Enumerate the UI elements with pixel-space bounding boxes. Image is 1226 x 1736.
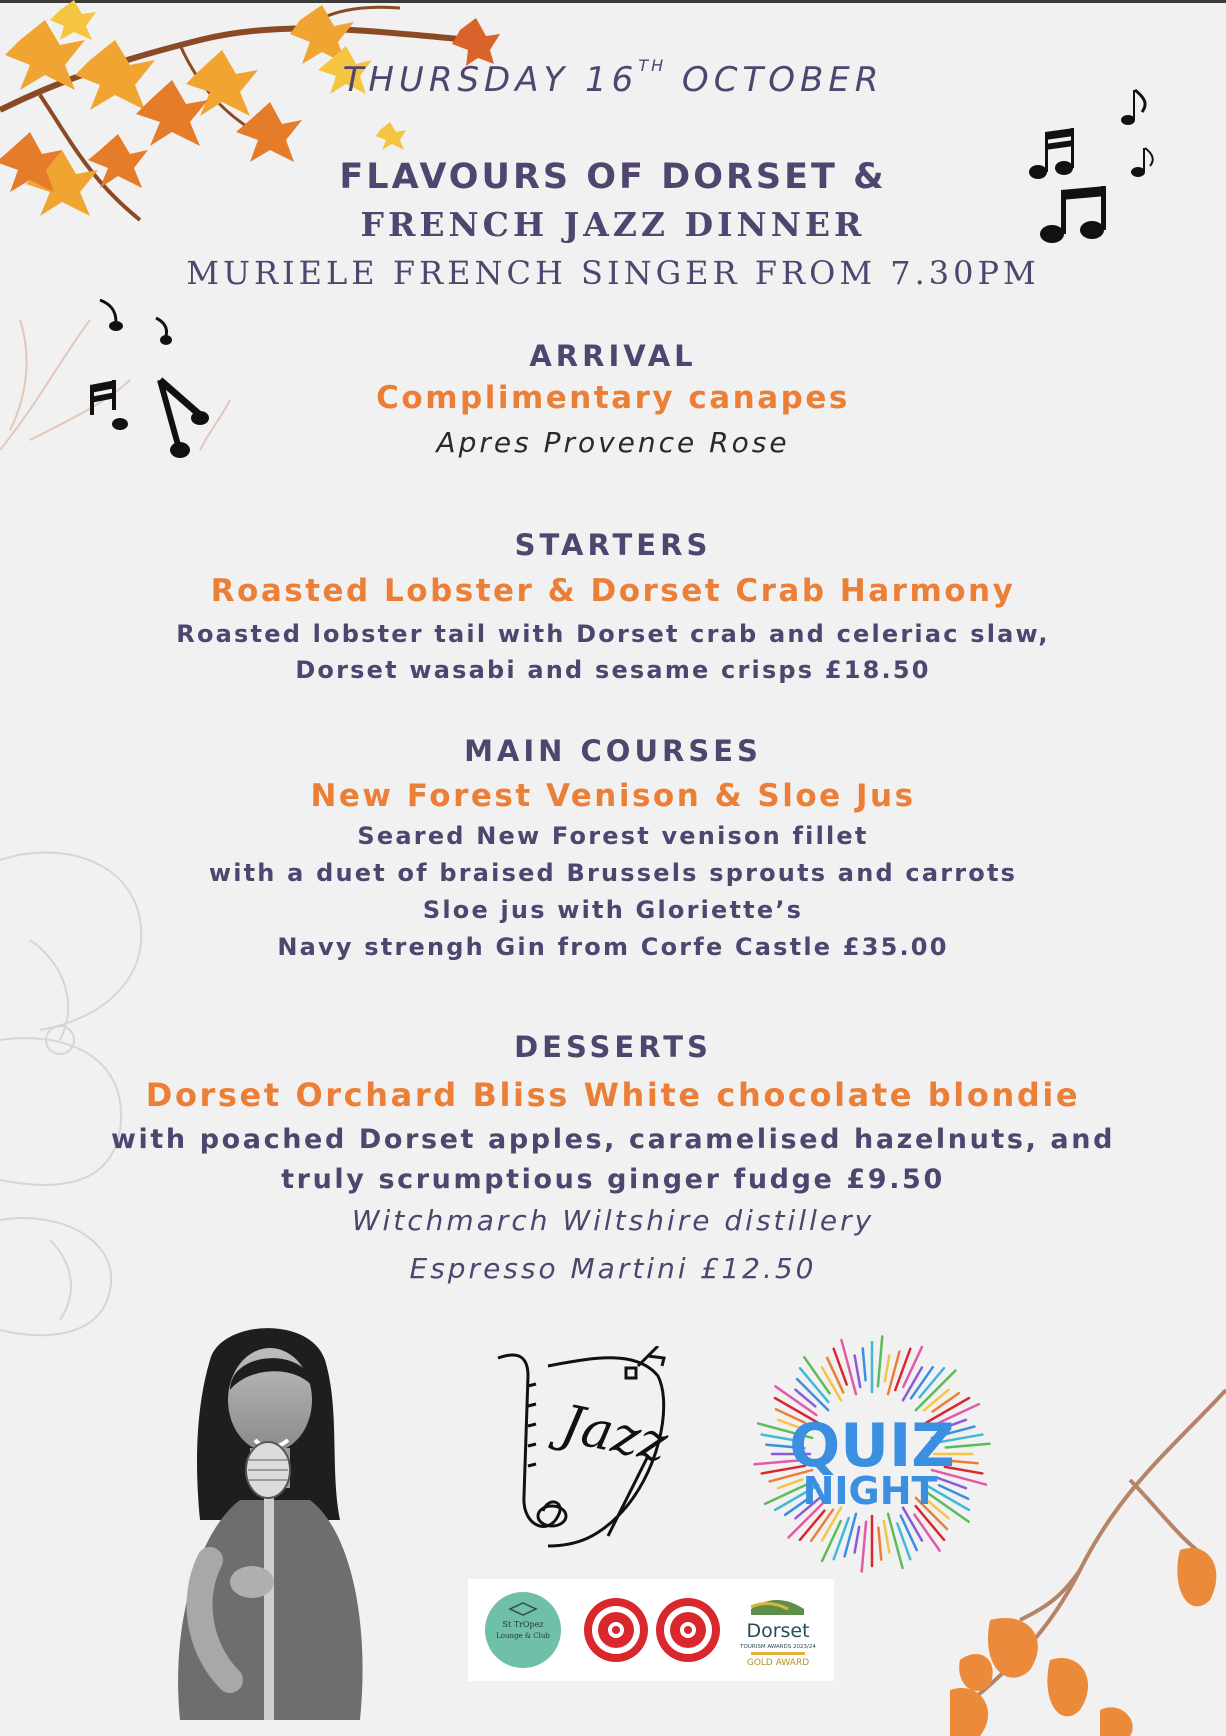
title-line-3: MURIELE FRENCH SINGER FROM 7.30PM [186,254,1040,292]
arrival-heading: ARRIVAL [529,339,697,373]
desserts-desc-1: with poached Dorset apples, caramelised hazelnuts, and [110,1124,1116,1155]
dorset-sub: TOURISM AWARDS 2023/24 [740,1644,816,1650]
desserts-note-1: Witchmarch Wiltshire distillery [351,1204,875,1237]
rosette-icon [584,1598,648,1662]
burst-ray [885,1356,890,1382]
starters-heading: STARTERS [514,528,712,562]
burst-ray [878,1528,881,1560]
title-line-1: FLAVOURS OF DORSET & [339,157,887,197]
burst-ray [933,1393,959,1411]
burst-ray [903,1347,922,1387]
rosette-icon-2 [656,1598,720,1662]
desserts-note-2: Espresso Martini £12.50 [409,1252,817,1285]
date-main: THURSDAY 16 [342,60,639,100]
dorset-award: GOLD AWARD [746,1658,810,1668]
burst-ray [855,1356,861,1388]
jazz-text: Jazz [555,1393,673,1475]
mains-desc-3: Sloe jus with Gloriette’s [422,896,804,924]
sponsor-logos-graphic [468,1579,834,1681]
mains-heading: MAIN COURSES [464,734,762,768]
mains-item: New Forest Venison & Sloe Jus [310,778,916,814]
jazz-saxophone-icon [488,1346,678,1550]
sponsor-logos-strip [468,1579,834,1681]
burst-ray [841,1340,855,1394]
desserts-item: Dorset Orchard Bliss White chocolate blondie [145,1076,1081,1114]
starters-item: Roasted Lobster & Dorset Crab Harmony [210,573,1016,609]
burst-ray [878,1336,882,1386]
starters-desc-2: Dorset wasabi and sesame crisps £18.50 [295,656,931,684]
sttropez-line1: St TrOpez [502,1620,544,1629]
night-text: NIGHT [802,1469,938,1513]
desserts-desc-2: truly scrumptious ginger fudge £9.50 [281,1164,945,1195]
title-line-2: FRENCH JAZZ DINNER [360,205,866,244]
singer-photo [140,1320,440,1720]
desserts-heading: DESSERTS [514,1030,712,1064]
date-month: OCTOBER [666,60,884,100]
starters-desc-1: Roasted lobster tail with Dorset crab and celeriac slaw, [176,620,1050,648]
burst-ray [863,1348,866,1380]
quiz-text: QUIZ [789,1411,955,1481]
sttropez-line2: Lounge & Club [496,1632,550,1640]
mains-desc-4: Navy strengh Gin from Corfe Castle £35.00 [277,933,949,961]
mains-desc-1: Seared New Forest venison fillet [357,822,869,850]
burst-ray [924,1390,949,1411]
date-suffix: TH [638,56,667,75]
mains-desc-2: with a duet of braised Brussels sprouts and carrots [208,859,1018,887]
burst-ray [888,1514,902,1568]
burst-ray [855,1527,860,1553]
burst-ray [862,1522,866,1572]
quiz-night-badge [752,1334,992,1574]
event-date [0,56,1226,100]
dorset-name: Dorset [746,1620,810,1642]
arrival-item: Complimentary canapes [376,380,850,416]
burst-ray [827,1358,843,1392]
burst-ray [901,1516,917,1550]
burst-ray [822,1521,841,1561]
arrival-note: Apres Provence Rose [436,426,790,459]
burst-ray [884,1521,890,1553]
